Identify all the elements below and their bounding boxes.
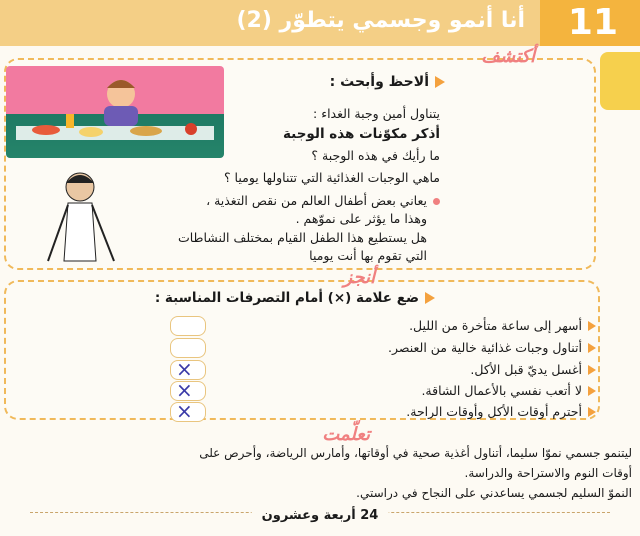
- bullet-line-2: وهذا ما يؤثر على نموّهم .: [295, 211, 427, 226]
- checklist-item-text: أسهر إلى ساعة متأخرة من الليل.: [409, 318, 582, 333]
- triangle-bullet-icon: [588, 365, 596, 375]
- learned-line-2: أوقات النوم والاستراحة والدراسة.: [464, 466, 632, 480]
- learned-section-title: تعلّمت: [322, 424, 370, 445]
- discover-heading-text: ألاحظ وأبحث :: [329, 74, 429, 90]
- discover-line-3: ما رأيك في هذه الوجبة ؟: [311, 148, 440, 163]
- discover-line-1: يتناول أمين وجبة الغداء :: [313, 106, 440, 121]
- discover-heading: [330, 74, 445, 90]
- dot-bullet-icon: [433, 198, 440, 205]
- x-mark: ×: [176, 378, 193, 402]
- triangle-bullet-icon: [425, 292, 435, 304]
- checklist-item-text: أتناول وجبات غذائية خالية من العنصر.: [388, 340, 582, 355]
- answer-box[interactable]: [170, 378, 206, 402]
- triangle-bullet-icon: [588, 321, 596, 331]
- page-header: [0, 0, 640, 46]
- checklist-item-text: أغسل يديّ قبل الأكل.: [470, 362, 582, 377]
- side-tab: [600, 52, 640, 110]
- answer-box[interactable]: [170, 357, 206, 381]
- triangle-bullet-icon: [435, 76, 445, 88]
- learned-line-3: النموّ السليم لجسمي يساعدني على النجاح في دراستي.: [356, 486, 632, 500]
- discover-line-2: أذكر مكوّنات هذه الوجبة: [283, 126, 440, 142]
- checklist-item: [172, 357, 582, 381]
- thin-child-image: [30, 165, 140, 265]
- checklist-item-text: لا أتعب نفسي بالأعمال الشاقة.: [421, 383, 582, 398]
- bullet-line-1-text: يعاني بعض أطفال العالم من نقص التغذية ،: [206, 193, 427, 208]
- x-mark: ×: [176, 399, 193, 423]
- checklist-item: [172, 378, 582, 402]
- meal-illustration: [6, 66, 224, 158]
- apply-instruction-text: ضع علامة (×) أمام التصرفات المناسبة :: [154, 290, 419, 306]
- checklist-item-text: أحترم أوقات الأكل وأوقات الراحة.: [406, 404, 582, 419]
- page-number: 24 أربعة وعشرون: [252, 508, 389, 523]
- answer-box[interactable]: [170, 338, 206, 358]
- boy-eating-image: [6, 66, 224, 158]
- checklist-item: [172, 318, 582, 336]
- learned-line-1: ليتنمو جسمي نموّا سليما، أتناول أغذية صحية في أوقاتها، وأمارس الرياضة، وأحرص على: [199, 446, 632, 460]
- apply-section-title: أنجز: [343, 267, 375, 288]
- x-mark: ×: [176, 357, 193, 381]
- triangle-bullet-icon: [588, 343, 596, 353]
- question-line-1: هل يستطيع هذا الطفل القيام بمختلف النشاطات: [177, 230, 427, 245]
- triangle-bullet-icon: [588, 386, 596, 396]
- answer-box[interactable]: [170, 316, 206, 336]
- bullet-line-1: [206, 193, 440, 208]
- checklist-item: [172, 399, 582, 423]
- discover-section-title: أكتشف: [481, 46, 535, 67]
- checklist-item: [172, 340, 582, 358]
- lesson-number-box: [540, 0, 640, 46]
- lesson-title: أنا أنمو وجسمي يتطوّر (2): [236, 8, 525, 33]
- answer-box[interactable]: [170, 399, 206, 423]
- apply-instruction: [155, 290, 435, 306]
- triangle-bullet-icon: [588, 407, 596, 417]
- lesson-number: 11: [567, 2, 618, 43]
- question-line-2: التي تقوم بها أنت يوميا: [309, 248, 427, 263]
- discover-line-4: ماهي الوجبات الغذائية التي تتناولها يوميا ؟: [223, 170, 440, 185]
